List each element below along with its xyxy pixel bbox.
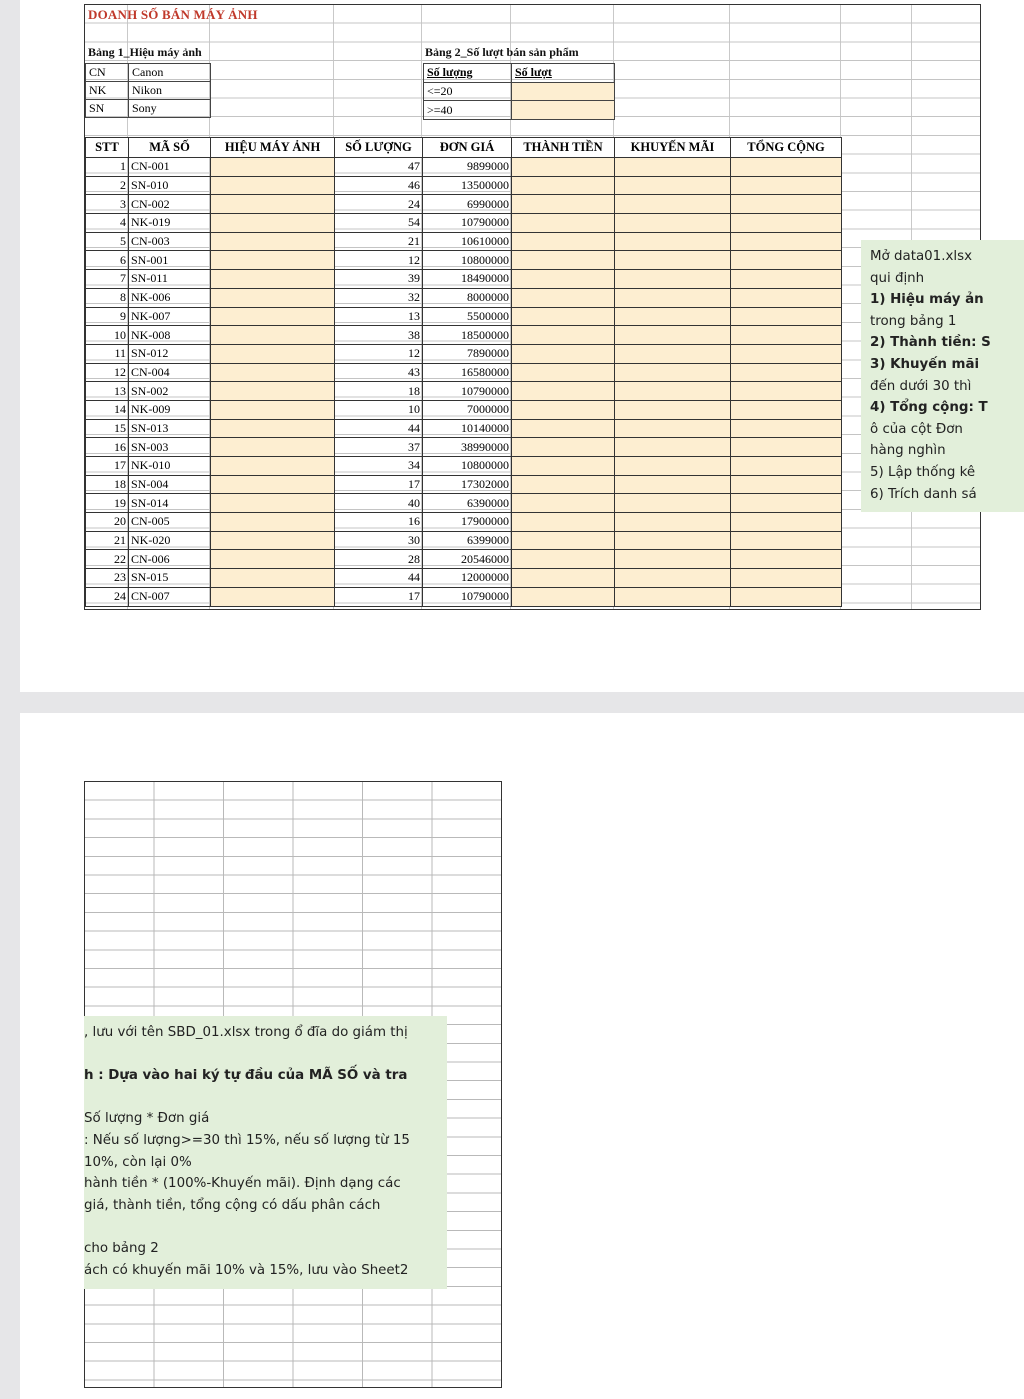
- table-row: [86, 232, 842, 251]
- brand-cell[interactable]: [211, 587, 335, 606]
- total-cell[interactable]: [731, 158, 842, 177]
- header-amount[interactable]: THÀNH TIỀN: [512, 138, 615, 158]
- unit-price-cell[interactable]: 10800000: [423, 251, 512, 270]
- note-line: Mở data01.xlsx: [870, 249, 973, 264]
- total-cell[interactable]: [731, 270, 842, 289]
- total-cell[interactable]: [731, 176, 842, 195]
- note-line: hàng nghìn: [870, 443, 946, 459]
- instructions-note-right: [861, 240, 1024, 512]
- table-row: [86, 587, 842, 606]
- total-cell[interactable]: [731, 587, 842, 606]
- count-cell[interactable]: [512, 82, 615, 101]
- note-line: 5) Lập thống kê: [870, 464, 976, 480]
- unit-price-cell[interactable]: 10610000: [423, 232, 512, 251]
- unit-price-cell[interactable]: 38990000: [423, 438, 512, 457]
- table-row: [86, 400, 842, 419]
- amount-cell[interactable]: [512, 326, 615, 345]
- total-cell[interactable]: [731, 494, 842, 513]
- quantity-cell[interactable]: 44: [335, 419, 423, 438]
- code-cell[interactable]: NK-010: [129, 457, 211, 476]
- total-cell[interactable]: [731, 457, 842, 476]
- stt-cell[interactable]: 16: [86, 438, 129, 457]
- amount-cell[interactable]: [512, 251, 615, 270]
- stt-cell[interactable]: 4: [86, 214, 129, 233]
- total-cell[interactable]: [731, 569, 842, 588]
- brand-cell[interactable]: [211, 195, 335, 214]
- quantity-cell[interactable]: 37: [335, 438, 423, 457]
- unit-price-cell[interactable]: 17302000: [423, 475, 512, 494]
- brand-cell[interactable]: [211, 382, 335, 401]
- code-cell[interactable]: SN-011: [129, 270, 211, 289]
- discount-cell[interactable]: [615, 382, 731, 401]
- amount-cell[interactable]: [512, 419, 615, 438]
- stt-cell[interactable]: 5: [86, 232, 129, 251]
- table-row: [424, 82, 615, 101]
- quantity-cell[interactable]: 12: [335, 251, 423, 270]
- code-cell[interactable]: NK-019: [129, 214, 211, 233]
- brand-cell[interactable]: [211, 438, 335, 457]
- code-cell[interactable]: CN-005: [129, 513, 211, 532]
- table-row: [86, 363, 842, 382]
- quantity-cell[interactable]: 28: [335, 550, 423, 569]
- unit-price-cell[interactable]: 7890000: [423, 344, 512, 363]
- stt-cell[interactable]: 10: [86, 326, 129, 345]
- table-row: [424, 101, 615, 120]
- unit-price-cell[interactable]: 17900000: [423, 513, 512, 532]
- table-header-row: [424, 64, 615, 83]
- code-cell[interactable]: CN-001: [129, 158, 211, 177]
- quantity-cell[interactable]: 13: [335, 307, 423, 326]
- amount-cell[interactable]: [512, 513, 615, 532]
- stt-cell[interactable]: 13: [86, 382, 129, 401]
- total-cell[interactable]: [731, 288, 842, 307]
- brand-code-cell[interactable]: SN: [86, 100, 129, 118]
- total-cell[interactable]: [731, 550, 842, 569]
- brand-cell[interactable]: [211, 400, 335, 419]
- amount-cell[interactable]: [512, 270, 615, 289]
- header-unit-price[interactable]: ĐƠN GIÁ: [423, 138, 512, 158]
- brand-cell[interactable]: [211, 569, 335, 588]
- stt-cell[interactable]: 7: [86, 270, 129, 289]
- note-line: giá, thành tiền, tổng cộng có dấu phân cách: [84, 1197, 381, 1213]
- quantity-cell[interactable]: 12: [335, 344, 423, 363]
- stt-cell[interactable]: 8: [86, 288, 129, 307]
- code-cell[interactable]: NK-020: [129, 531, 211, 550]
- brand-code-cell[interactable]: CN: [86, 64, 129, 82]
- brand-name-cell[interactable]: Canon: [129, 64, 211, 82]
- code-cell[interactable]: SN-004: [129, 475, 211, 494]
- discount-cell[interactable]: [615, 550, 731, 569]
- stt-cell[interactable]: 18: [86, 475, 129, 494]
- stt-cell[interactable]: 23: [86, 569, 129, 588]
- unit-price-cell[interactable]: 10790000: [423, 382, 512, 401]
- note-line: Số lượng * Đơn giá: [84, 1111, 210, 1127]
- amount-cell[interactable]: [512, 307, 615, 326]
- table-row: [86, 550, 842, 569]
- header-code[interactable]: MÃ SỐ: [129, 138, 211, 158]
- total-cell[interactable]: [731, 326, 842, 345]
- quantity-condition-cell[interactable]: <=20: [424, 82, 512, 101]
- stt-cell[interactable]: 9: [86, 307, 129, 326]
- stt-cell[interactable]: 1: [86, 158, 129, 177]
- discount-cell[interactable]: [615, 587, 731, 606]
- quantity-cell[interactable]: 21: [335, 232, 423, 251]
- amount-cell[interactable]: [512, 475, 615, 494]
- code-cell[interactable]: SN-013: [129, 419, 211, 438]
- unit-price-cell[interactable]: 6399000: [423, 531, 512, 550]
- stt-cell[interactable]: 19: [86, 494, 129, 513]
- total-cell[interactable]: [731, 344, 842, 363]
- table-row: [86, 251, 842, 270]
- note-line: 3) Khuyến mãi: [870, 356, 980, 372]
- stt-cell[interactable]: 21: [86, 531, 129, 550]
- brand-cell[interactable]: [211, 475, 335, 494]
- table-row: [86, 82, 211, 100]
- brand-cell[interactable]: [211, 419, 335, 438]
- brand-cell[interactable]: [211, 494, 335, 513]
- discount-cell[interactable]: [615, 307, 731, 326]
- amount-cell[interactable]: [512, 400, 615, 419]
- note-line: ách có khuyến mãi 10% và 15%, lưu vào Sheet2: [84, 1262, 409, 1278]
- note-line: h : Dựa vào hai ký tự đầu của MÃ SỐ và tra: [84, 1068, 408, 1084]
- amount-cell[interactable]: [512, 232, 615, 251]
- unit-price-cell[interactable]: 6990000: [423, 195, 512, 214]
- code-cell[interactable]: CN-002: [129, 195, 211, 214]
- amount-cell[interactable]: [512, 457, 615, 476]
- table-row: [86, 326, 842, 345]
- unit-price-cell[interactable]: 6390000: [423, 494, 512, 513]
- quantity-cell[interactable]: 40: [335, 494, 423, 513]
- sales-count-table: [423, 63, 615, 120]
- code-cell[interactable]: CN-004: [129, 363, 211, 382]
- amount-cell[interactable]: [512, 382, 615, 401]
- code-cell[interactable]: SN-003: [129, 438, 211, 457]
- quantity-cell[interactable]: 38: [335, 326, 423, 345]
- code-cell[interactable]: NK-008: [129, 326, 211, 345]
- brand-cell[interactable]: [211, 513, 335, 532]
- quantity-cell[interactable]: 32: [335, 288, 423, 307]
- table-row: [86, 475, 842, 494]
- discount-cell[interactable]: [615, 214, 731, 233]
- total-cell[interactable]: [731, 400, 842, 419]
- quantity-cell[interactable]: 17: [335, 587, 423, 606]
- stt-cell[interactable]: 6: [86, 251, 129, 270]
- brand-cell[interactable]: [211, 288, 335, 307]
- amount-cell[interactable]: [512, 569, 615, 588]
- spreadsheet-top: [84, 4, 981, 610]
- note-line: trong bảng 1: [870, 313, 957, 329]
- table-row: [86, 438, 842, 457]
- instructions-note-bottom: [84, 1016, 447, 1289]
- table-header-row: [86, 138, 842, 158]
- quantity-condition-cell[interactable]: >=40: [424, 101, 512, 120]
- unit-price-cell[interactable]: 5500000: [423, 307, 512, 326]
- table-row: [86, 494, 842, 513]
- brand-code-cell[interactable]: NK: [86, 82, 129, 100]
- table-row: [86, 419, 842, 438]
- table-row: [86, 195, 842, 214]
- stt-cell[interactable]: 11: [86, 344, 129, 363]
- unit-price-cell[interactable]: 13500000: [423, 176, 512, 195]
- amount-cell[interactable]: [512, 344, 615, 363]
- brand-cell[interactable]: [211, 214, 335, 233]
- table2-label: Bảng 2_Số lượt bán sản phẩm: [425, 45, 579, 59]
- stt-cell[interactable]: 20: [86, 513, 129, 532]
- code-cell[interactable]: CN-003: [129, 232, 211, 251]
- total-cell[interactable]: [731, 307, 842, 326]
- brand-cell[interactable]: [211, 232, 335, 251]
- amount-cell[interactable]: [512, 176, 615, 195]
- page-2: [20, 713, 1024, 1399]
- unit-price-cell[interactable]: 9899000: [423, 158, 512, 177]
- discount-cell[interactable]: [615, 195, 731, 214]
- discount-cell[interactable]: [615, 438, 731, 457]
- discount-cell[interactable]: [615, 400, 731, 419]
- amount-cell[interactable]: [512, 214, 615, 233]
- discount-cell[interactable]: [615, 158, 731, 177]
- note-line: qui định: [870, 270, 925, 286]
- brand-cell[interactable]: [211, 550, 335, 569]
- code-cell[interactable]: CN-006: [129, 550, 211, 569]
- table-row: [86, 382, 842, 401]
- quantity-cell[interactable]: 34: [335, 457, 423, 476]
- table-row: [86, 176, 842, 195]
- unit-price-cell[interactable]: 18500000: [423, 326, 512, 345]
- note-line: 4) Tổng cộng: T: [870, 400, 988, 416]
- header-discount[interactable]: KHUYẾN MÃI: [615, 138, 731, 158]
- note-line: 1) Hiệu máy ản: [870, 292, 984, 308]
- table-row: [86, 513, 842, 532]
- table-row: [86, 158, 842, 177]
- quantity-cell[interactable]: 43: [335, 363, 423, 382]
- code-cell[interactable]: CN-007: [129, 587, 211, 606]
- brand-name-cell[interactable]: Nikon: [129, 82, 211, 100]
- note-line: hành tiền * (100%-Khuyến mãi). Định dạng các: [84, 1176, 401, 1192]
- amount-cell[interactable]: [512, 494, 615, 513]
- total-cell[interactable]: [731, 251, 842, 270]
- note-line: : Nếu số lượng>=30 thì 15%, nếu số lượng từ 15: [84, 1132, 410, 1148]
- quantity-cell[interactable]: 44: [335, 569, 423, 588]
- page-1: [20, 0, 1024, 692]
- unit-price-cell[interactable]: 10800000: [423, 457, 512, 476]
- table-row: [86, 270, 842, 289]
- sales-table: [85, 137, 842, 607]
- total-cell[interactable]: [731, 382, 842, 401]
- sheet-title: DOANH SỐ BÁN MÁY ẢNH: [88, 7, 258, 22]
- brand-cell[interactable]: [211, 531, 335, 550]
- unit-price-cell[interactable]: 8000000: [423, 288, 512, 307]
- unit-price-cell[interactable]: 18490000: [423, 270, 512, 289]
- discount-cell[interactable]: [615, 494, 731, 513]
- note-line: 10%, còn lại 0%: [84, 1154, 192, 1170]
- discount-cell[interactable]: [615, 363, 731, 382]
- table-row: [86, 569, 842, 588]
- brand-name-cell[interactable]: Sony: [129, 100, 211, 118]
- table-row: [86, 288, 842, 307]
- stt-cell[interactable]: 17: [86, 457, 129, 476]
- amount-cell[interactable]: [512, 288, 615, 307]
- quantity-cell[interactable]: 47: [335, 158, 423, 177]
- quantity-cell[interactable]: 16: [335, 513, 423, 532]
- unit-price-cell[interactable]: 16580000: [423, 363, 512, 382]
- code-cell[interactable]: SN-002: [129, 382, 211, 401]
- quantity-cell[interactable]: 54: [335, 214, 423, 233]
- header-total[interactable]: TỔNG CỘNG: [731, 138, 842, 158]
- total-cell[interactable]: [731, 232, 842, 251]
- total-cell[interactable]: [731, 438, 842, 457]
- header-quantity[interactable]: SỐ LƯỢNG: [335, 138, 423, 158]
- amount-cell[interactable]: [512, 587, 615, 606]
- quantity-header[interactable]: Số lượng: [424, 64, 512, 83]
- count-cell[interactable]: [512, 101, 615, 120]
- header-stt[interactable]: STT: [86, 138, 129, 158]
- discount-cell[interactable]: [615, 232, 731, 251]
- total-cell[interactable]: [731, 475, 842, 494]
- discount-cell[interactable]: [615, 419, 731, 438]
- discount-cell[interactable]: [615, 475, 731, 494]
- code-cell[interactable]: SN-001: [129, 251, 211, 270]
- total-cell[interactable]: [731, 363, 842, 382]
- table-row: [86, 531, 842, 550]
- stt-cell[interactable]: 15: [86, 419, 129, 438]
- quantity-cell[interactable]: 10: [335, 400, 423, 419]
- discount-cell[interactable]: [615, 569, 731, 588]
- unit-price-cell[interactable]: 10790000: [423, 587, 512, 606]
- discount-cell[interactable]: [615, 344, 731, 363]
- note-line: , lưu với tên SBD_01.xlsx trong ổ đĩa do giám thị: [84, 1025, 408, 1040]
- total-cell[interactable]: [731, 419, 842, 438]
- table-row: [86, 64, 211, 82]
- brand-cell[interactable]: [211, 457, 335, 476]
- brand-cell[interactable]: [211, 270, 335, 289]
- quantity-cell[interactable]: 30: [335, 531, 423, 550]
- count-header[interactable]: Số lượt: [512, 64, 615, 83]
- brand-cell[interactable]: [211, 176, 335, 195]
- table-row: [86, 344, 842, 363]
- brand-cell[interactable]: [211, 307, 335, 326]
- header-brand[interactable]: HIỆU MÁY ẢNH: [211, 138, 335, 158]
- discount-cell[interactable]: [615, 531, 731, 550]
- note-line: ô của cột Đơn: [870, 421, 963, 437]
- stt-cell[interactable]: 2: [86, 176, 129, 195]
- total-cell[interactable]: [731, 195, 842, 214]
- amount-cell[interactable]: [512, 550, 615, 569]
- brand-cell[interactable]: [211, 344, 335, 363]
- code-cell[interactable]: NK-009: [129, 400, 211, 419]
- discount-cell[interactable]: [615, 513, 731, 532]
- quantity-cell[interactable]: 46: [335, 176, 423, 195]
- brand-cell[interactable]: [211, 326, 335, 345]
- amount-cell[interactable]: [512, 438, 615, 457]
- note-line: đến dưới 30 thì: [870, 378, 972, 394]
- unit-price-cell[interactable]: 10790000: [423, 214, 512, 233]
- code-cell[interactable]: NK-007: [129, 307, 211, 326]
- stt-cell[interactable]: 24: [86, 587, 129, 606]
- code-cell[interactable]: SN-014: [129, 494, 211, 513]
- stt-cell[interactable]: 3: [86, 195, 129, 214]
- discount-cell[interactable]: [615, 326, 731, 345]
- quantity-cell[interactable]: 17: [335, 475, 423, 494]
- unit-price-cell[interactable]: 10140000: [423, 419, 512, 438]
- stt-cell[interactable]: 14: [86, 400, 129, 419]
- amount-cell[interactable]: [512, 363, 615, 382]
- total-cell[interactable]: [731, 531, 842, 550]
- table-row: [86, 214, 842, 233]
- quantity-cell[interactable]: 24: [335, 195, 423, 214]
- discount-cell[interactable]: [615, 457, 731, 476]
- unit-price-cell[interactable]: 12000000: [423, 569, 512, 588]
- note-line: 6) Trích danh sá: [870, 486, 977, 502]
- brand-cell[interactable]: [211, 158, 335, 177]
- amount-cell[interactable]: [512, 531, 615, 550]
- note-line: cho bảng 2: [84, 1240, 159, 1256]
- note-line: 2) Thành tiền: S: [870, 335, 991, 351]
- stt-cell[interactable]: 12: [86, 363, 129, 382]
- brand-cell[interactable]: [211, 251, 335, 270]
- table1-label: Bảng 1_Hiệu máy ảnh: [88, 45, 202, 59]
- code-cell[interactable]: SN-012: [129, 344, 211, 363]
- discount-cell[interactable]: [615, 270, 731, 289]
- unit-price-cell[interactable]: 7000000: [423, 400, 512, 419]
- amount-cell[interactable]: [512, 158, 615, 177]
- code-cell[interactable]: NK-006: [129, 288, 211, 307]
- table-row: [86, 100, 211, 118]
- table-row: [86, 307, 842, 326]
- quantity-cell[interactable]: 39: [335, 270, 423, 289]
- unit-price-cell[interactable]: 20546000: [423, 550, 512, 569]
- code-cell[interactable]: SN-010: [129, 176, 211, 195]
- total-cell[interactable]: [731, 513, 842, 532]
- brand-table: [85, 63, 211, 118]
- stt-cell[interactable]: 22: [86, 550, 129, 569]
- total-cell[interactable]: [731, 214, 842, 233]
- quantity-cell[interactable]: 18: [335, 382, 423, 401]
- amount-cell[interactable]: [512, 195, 615, 214]
- brand-cell[interactable]: [211, 363, 335, 382]
- discount-cell[interactable]: [615, 288, 731, 307]
- discount-cell[interactable]: [615, 251, 731, 270]
- discount-cell[interactable]: [615, 176, 731, 195]
- table-row: [86, 457, 842, 476]
- code-cell[interactable]: SN-015: [129, 569, 211, 588]
